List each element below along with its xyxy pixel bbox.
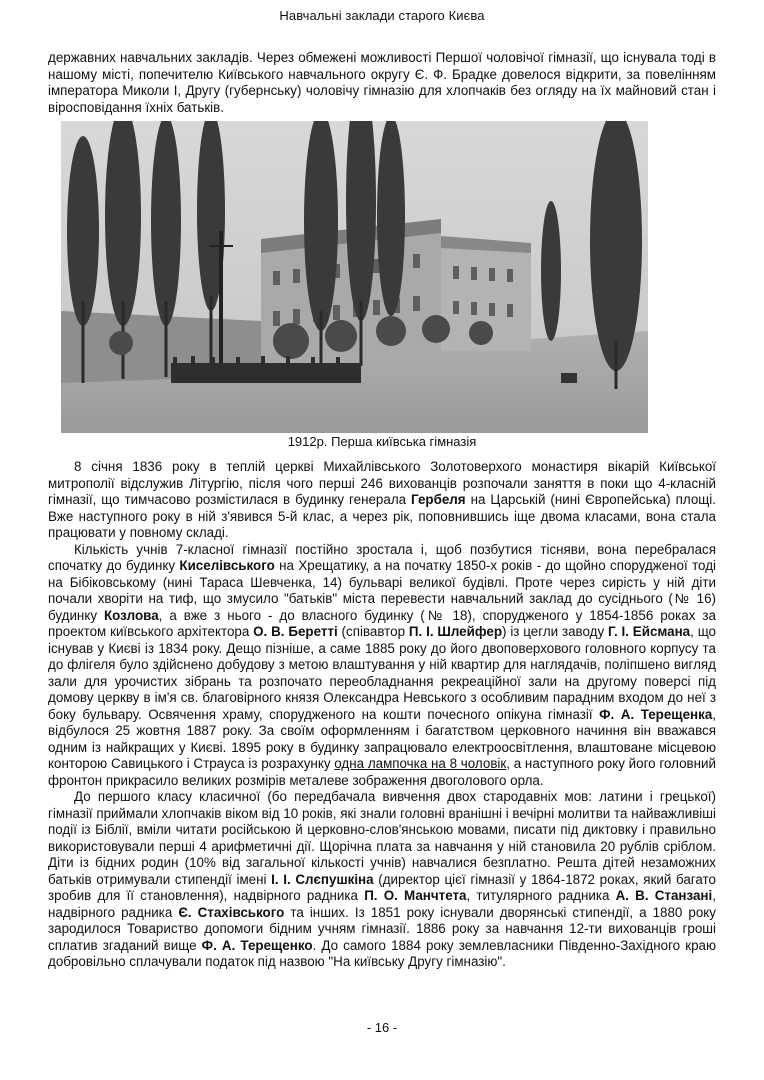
running-header: Навчальні заклади старого Києва — [279, 8, 485, 23]
paragraph-1 — [48, 459, 716, 542]
p3-name-stakhivsky: Є. Стахівського — [178, 904, 285, 920]
paragraph-3 — [48, 789, 716, 971]
p3-name-tereshchenko: Ф. А. Терещенко — [201, 937, 313, 953]
p2-name-kozlov: Козлова — [103, 607, 159, 623]
p2-text-i: , а наступного року його головний фронтон прикрасило великих розмірів металеве зображення двоголового орла. — [48, 756, 716, 788]
p3-name-manchtet: П. О. Манчтета — [364, 888, 467, 903]
page-number: - 16 - — [366, 1020, 398, 1035]
p2-text-e: (співавтор — [337, 624, 409, 639]
p2-name-beretti: О. В. Беретті — [253, 624, 338, 639]
p3-text-f: та інших. Із 1851 року існували дворянські стипендії, а 1880 року зародилося Товариство допомоги бідним учням гімназії. 1886 року за навчання 12-ти вихованців гроші сплатив згаданий вище — [48, 904, 716, 953]
p1-text-a: 8 січня 1836 року в теплій церкві Михайлівського Золотоверхого монастиря вікарій Київської митрополії відслужив Літургію, після чого перші 246 вихованців розпочали заняття в поки що 4-класній гімназії, що тимчасово розмістилася в будинку генерала — [48, 459, 716, 507]
intro-text: державних навчальних закладів. Через обмежені можливості Першої чоловічої гімназії, що існувала тоді в нашому місті, попечителю Київського навчального округу Є. Ф. Брадке довелося відкрити, за повелінням імператора Миколи І, Другу (губернську) чоловічу гімназію для хлопчаків без огляду на їх майновий стан і віросповідання їхніх батьків. — [48, 50, 716, 115]
p3-text-d: , титулярного радника — [466, 888, 616, 903]
p2-name-kyselivsky: Киселівського — [179, 558, 275, 573]
p2-name-eisman: Г. І. Ейсмана — [608, 624, 691, 639]
p2-underlined-phrase: одна лампочка на 8 чоловік — [334, 756, 507, 771]
p1-text-c: на Царській (нині Європейська) площі. Вже наступного року в ній з'явився 5-й клас, а через рік, поповнившись іще двома класами, вона стала працювати у повному складі. — [48, 492, 716, 540]
p2-text-g: , що існував у Києві із 1834 року. Дещо пізніше, а саме 1885 року до його двоповерхового головного корпусу та до флігеля було здійснено добудову з метою влаштування у ній квартир для наглядачів, поліпшено вигляд зали для урочистих зібрань та розпочато переобладнання рекреаційної зали на другому поверсі під домову церкву в ім'я св. благовірного князя Олександра Невського з особливим парадним входом до неї з боку бульвару. Освячення храму, спорудженого на кошти почесного опікуна гімназії — [48, 624, 717, 722]
p3-text-c: (директор цієї гімназії у 1864-1872 роках, який багато зробив для її становлення), надвірного радника — [48, 871, 716, 903]
p2-name-shleifer: П. І. Шлейфер — [408, 624, 503, 639]
p1-name-herbel: Гербеля — [411, 492, 466, 507]
p3-text-a: До першого класу класичної (бо передбачала вивчення двох стародавніх мов: латини і грецької) гімназії приймали хлопчаків віком від 10 років, які знали головні вранішні і вечірні молитви та найважливіші події із Біблії, вміли читати російською й церковно-слов'янською мовами, писати під диктовку і правильно використовували перші 4 арифметичні дії. Щорічна плата за навчання у ній становила 20 рублів сріблом. Діти із бідних родин (10% від загальної кількості учнів) навчалися безплатно. Решта дітей незаможних батьків отримували стипендії імені — [48, 789, 716, 887]
p2-text-f: ) із цегли заводу — [502, 624, 609, 639]
p3-text-g: . До самого 1884 року землевласники Південно-Західного краю добровільно сплачували податок під назвою "На київську Другу гімназію". — [48, 937, 717, 969]
p3-name-slepushkin: І. І. Слєпушкіна — [271, 871, 374, 887]
p2-text-a: Кількість учнів 7-класної гімназії постійно зростала і, щоб позбутися тісняви, вона перебралася спочатку до будинку — [48, 541, 716, 573]
p2-text-d: , а вже з нього - до власного будинку (№ 18), спорудженого у 1854-1856 роках за проектом київського архітектора — [48, 607, 716, 639]
paragraph-2 — [48, 542, 716, 790]
photo-caption: 1912р. Перша київська гімназія — [287, 434, 477, 449]
p3-text-e: , надвірного радника — [48, 888, 716, 920]
p2-name-tereshchenko: Ф. А. Терещенка — [599, 706, 713, 722]
gymnasium-photo — [61, 121, 648, 433]
p2-text-h: , відбулося 25 жовтня 1887 року. За своїм оформленням і багатством церковного начиння він вважався одним із найкращих у Києві. 1895 року в будинку запрацювало електроосвітлення, влаштоване місцевою конторою Савицького і Страуса із розрахунку — [48, 706, 716, 771]
p2-text-c: на Хрещатику, а на початку 1850-х років - до щойно спорудженої тоді на Бібіковському (нині Тараса Шевченка, 14) бульварі великої будівлі. Проте через сирість у ній діти почали хворіти на тиф, що змусило "батьків" міста перевести навчальний заклад до сусіднього (№ 16) будинку — [48, 558, 716, 623]
p3-name-stanzani: А. В. Станзані — [615, 888, 713, 903]
main-text — [48, 459, 716, 971]
intro-paragraph — [48, 50, 716, 116]
